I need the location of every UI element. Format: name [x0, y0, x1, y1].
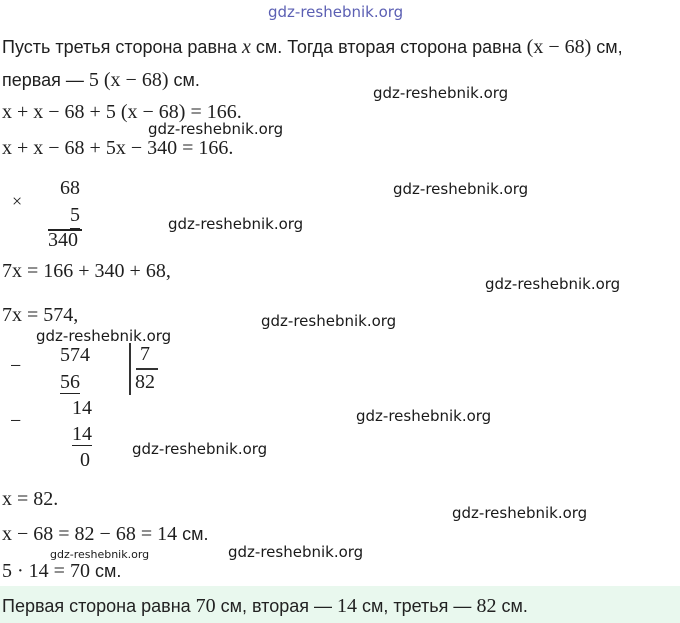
statement-line-2: первая — 5 (x − 68) см. — [2, 69, 200, 91]
multiplier: 5 — [70, 204, 80, 229]
equation-1: x + x − 68 + 5 (x − 68) = 166. — [2, 101, 242, 123]
watermark: gdz-reshebnik.org — [228, 543, 364, 561]
equation-7: 5 · 14 = 70 см. — [2, 560, 122, 582]
division-vertical-line — [129, 343, 131, 395]
watermark: gdz-reshebnik.org — [485, 275, 621, 293]
watermark: gdz-reshebnik.org — [393, 180, 529, 198]
equation-4: 7x = 574, — [2, 304, 79, 326]
watermark: gdz-reshebnik.org — [50, 548, 150, 561]
multiplication-sign: × — [12, 191, 23, 211]
division-quotient: 82 — [135, 371, 155, 393]
multiplication-result: 340 — [48, 229, 78, 251]
division-subtrahend-1: 56 — [60, 371, 80, 393]
division-dividend: 574 — [60, 344, 90, 366]
equation-3: 7x = 166 + 340 + 68, — [2, 260, 171, 282]
division-minus-1: − — [10, 355, 22, 377]
answer-text: Первая сторона равна 70 см, вторая — 14 см, третья — 82 см. — [2, 595, 528, 617]
division-remainder-1: 14 — [72, 397, 92, 419]
division-divisor-line — [136, 368, 158, 370]
equation-2: x + x − 68 + 5x − 340 = 166. — [2, 137, 234, 159]
statement-line-1: Пусть третья сторона равна x см. Тогда вторая сторона равна (x − 68) см, — [2, 36, 623, 58]
watermark: gdz-reshebnik.org — [261, 312, 397, 330]
watermark: gdz-reshebnik.org — [356, 407, 492, 425]
watermark: gdz-reshebnik.org — [36, 327, 172, 345]
watermark: gdz-reshebnik.org — [452, 504, 588, 522]
watermark: gdz-reshebnik.org — [168, 215, 304, 233]
watermark: gdz-reshebnik.org — [373, 84, 509, 102]
division-remainder-2: 0 — [80, 449, 90, 471]
division-divisor: 7 — [140, 343, 150, 365]
watermark: gdz-reshebnik.org — [148, 120, 284, 138]
equation-5: x = 82. — [2, 488, 59, 510]
division-subtrahend-2: 14 — [72, 423, 92, 445]
division-minus-2: − — [10, 410, 22, 432]
multiplicand: 68 — [60, 177, 80, 199]
watermark: gdz-reshebnik.org — [132, 440, 268, 458]
equation-6: x − 68 = 82 − 68 = 14 см. — [2, 523, 209, 545]
header-watermark: gdz-reshebnik.org — [268, 3, 404, 21]
